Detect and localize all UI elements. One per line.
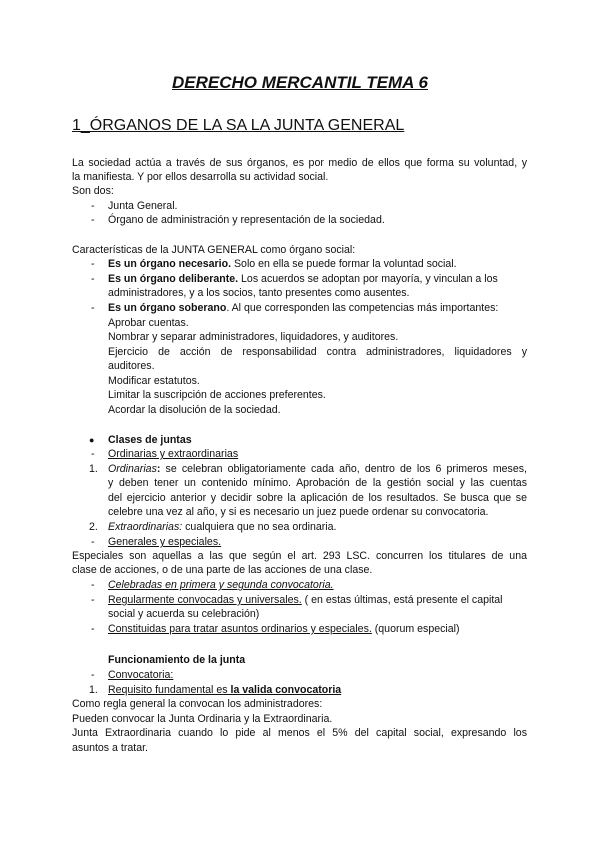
italic-term: Ordinarias <box>108 463 157 475</box>
dash-marker: - <box>91 669 95 681</box>
funcionamiento-line: Pueden convocar la Junta Ordinaria y la Extraordinaria. <box>72 713 333 725</box>
list-item <box>108 622 460 636</box>
list-item <box>108 272 498 286</box>
competencia-item: Ejercicio de acción de responsabilidad contra administradores, liquidadores y <box>108 346 527 358</box>
competencia-item: Aprobar cuentas. <box>108 317 189 329</box>
clases-heading: Clases de juntas <box>108 434 192 446</box>
list-item <box>108 593 503 607</box>
number-marker: 1. <box>89 463 98 475</box>
requisito-text: Requisito fundamental es <box>108 684 231 696</box>
bold-term: Es un órgano necesario. <box>108 258 232 270</box>
list-item: Órgano de administración y representación de la sociedad. <box>108 214 385 226</box>
convocatoria-label: Convocatoria: <box>108 669 174 681</box>
competencia-item: auditores. <box>108 360 155 372</box>
intro-line-1: La sociedad actúa a través de sus órganos, es por medio de ellos que forma su voluntad, y <box>72 157 527 169</box>
page-title: DERECHO MERCANTIL TEMA 6 <box>172 73 428 92</box>
dash-marker: - <box>91 623 95 635</box>
dash-marker: - <box>91 214 95 226</box>
list-item-cont: social y acuerda su celebración) <box>108 608 260 620</box>
caracteristicas-heading: Características de la JUNTA GENERAL como órgano social: <box>72 244 356 256</box>
section-heading: 1_ÓRGANOS DE LA SA LA JUNTA GENERAL <box>72 117 405 134</box>
son-dos-label: Son dos: <box>72 185 114 197</box>
term-text: (quorum especial) <box>371 623 460 635</box>
clases-subheading: Generales y especiales. <box>108 536 222 548</box>
funcionamiento-line: Junta Extraordinaria cuando lo pide al menos el 5% del capital social, expresando los <box>72 727 527 739</box>
competencia-item: Modificar estatutos. <box>108 375 200 387</box>
dash-marker: - <box>91 594 95 606</box>
italic-term: Extraordinarias: <box>108 521 183 533</box>
especiales-line: Especiales son aquellas a las que según el art. 293 LSC. concurren los titulares de una <box>72 550 527 562</box>
ordinarias-text: se celebran obligatoriamente cada año, dentro de los 6 primeros meses, <box>160 463 527 475</box>
dash-marker: - <box>91 302 95 314</box>
list-item <box>108 257 457 271</box>
term-text: ( en estas últimas, está presente el capital <box>301 594 503 606</box>
term-text: Los acuerdos se adoptan por mayoría, y vinculan a los <box>238 273 498 285</box>
number-marker: 2. <box>89 521 98 533</box>
underlined-term: Regularmente convocadas y universales. <box>108 594 302 606</box>
extraordinarias-text: cualquiera que no sea ordinaria. <box>182 521 337 533</box>
bold-term: Es un órgano deliberante. <box>108 273 239 285</box>
competencia-item: Nombrar y separar administradores, liquidadores, y auditores. <box>108 331 399 343</box>
list-item-cont: administradores, y a los socios, tanto presentes como ausentes. <box>108 287 410 299</box>
bold-term: Es un órgano soberano <box>108 302 227 314</box>
dash-marker: - <box>91 448 95 460</box>
underlined-term: Constituidas para tratar asuntos ordinarios y especiales. <box>108 623 372 635</box>
requisito-line <box>108 683 341 697</box>
ordinarias-line: celebre una vez al año, y si es necesario un juez puede ordenar su convocatoria. <box>108 506 489 518</box>
funcionamiento-line: asuntos a tratar. <box>72 742 148 754</box>
dash-marker: - <box>91 579 95 591</box>
clases-subheading: Ordinarias y extraordinarias <box>108 448 239 460</box>
ordinarias-line: del ejercicio anterior y decidir sobre la aplicación de los resultados. Se busca que se <box>108 492 527 504</box>
term-text: Solo en ella se puede formar la voluntad social. <box>231 258 457 270</box>
colon: : <box>156 463 161 475</box>
list-item: Junta General. <box>108 200 178 212</box>
dash-marker: - <box>91 200 95 212</box>
number-marker: 1. <box>89 684 98 696</box>
especiales-line: clase de acciones, o de una parte de las acciones de una clase. <box>72 564 373 576</box>
term-text: . Al que corresponden las competencias más importantes: <box>226 302 499 314</box>
competencia-item: Acordar la disolución de la sociedad. <box>108 404 281 416</box>
competencia-item: Limitar la suscripción de acciones preferentes. <box>108 389 326 401</box>
dash-marker: - <box>91 258 95 270</box>
dash-marker: - <box>91 536 95 548</box>
funcionamiento-heading: Funcionamiento de la junta <box>108 654 246 666</box>
list-item <box>108 301 498 315</box>
bullet-icon: ● <box>89 435 95 445</box>
requisito-bold: la valida convocatoria <box>230 684 342 696</box>
extraordinarias-line <box>108 520 337 534</box>
ordinarias-line: y deben tener un contenido mínimo. Aprobación de la gestión social y las cuentas <box>108 477 527 489</box>
dash-marker: - <box>91 273 95 285</box>
ordinarias-line <box>108 462 527 476</box>
intro-line-2: la manifiesta. Y por ellos desarrolla su actividad social. <box>72 171 329 183</box>
funcionamiento-line: Como regla general la convocan los administradores: <box>72 698 323 710</box>
list-item: Celebradas en primera y segunda convocatoria. <box>108 579 334 591</box>
